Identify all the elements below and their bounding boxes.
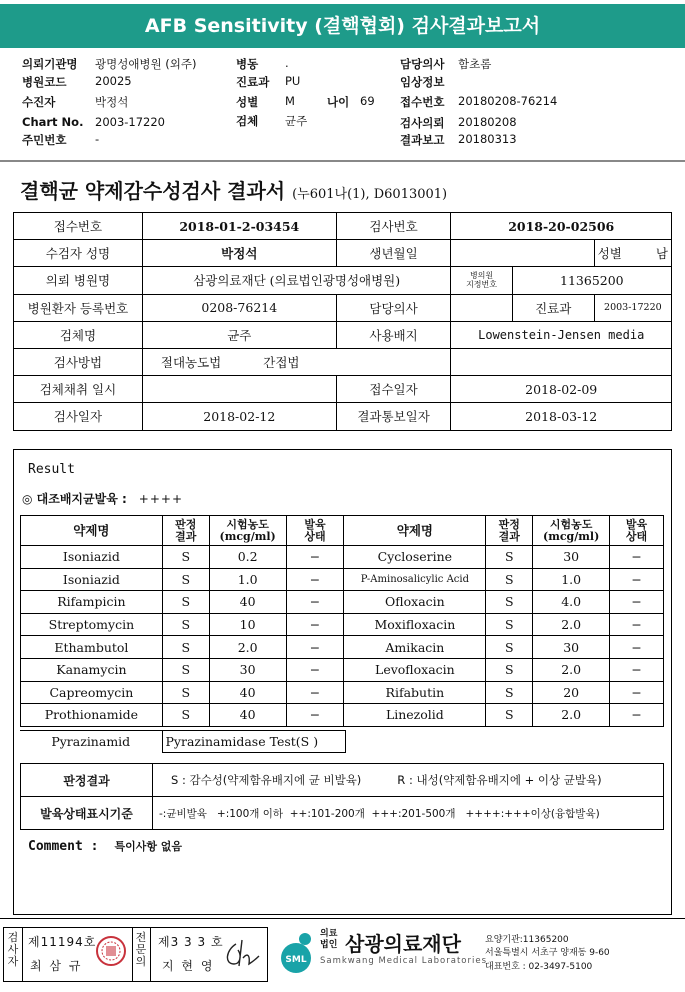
pyrazinamid-row xyxy=(20,731,345,753)
drug-conc: 10 xyxy=(209,613,286,636)
info-row xyxy=(14,294,672,321)
drug-row xyxy=(21,568,664,591)
specialist-label: 전문의 xyxy=(135,931,147,968)
col-judge xyxy=(162,516,209,546)
drug-conc: 30 xyxy=(533,636,610,659)
pyrazinamid-drug: Pyrazinamid xyxy=(20,731,162,753)
info-label: 접수일자 xyxy=(336,376,451,403)
drug-growth: − xyxy=(610,613,664,636)
info-row xyxy=(14,348,672,375)
drug-growth: − xyxy=(286,568,344,591)
institution-label: 의뢰기관명 xyxy=(22,57,78,71)
hospital-code-label: 병원코드 xyxy=(22,75,67,89)
signature-divider xyxy=(150,927,151,982)
org-code: 요양기관:11365200 xyxy=(485,935,569,945)
age-value: 69 xyxy=(360,94,375,108)
specimen-value: 균주 xyxy=(285,114,308,128)
drug-name: Streptomycin xyxy=(21,613,163,636)
drug-result: S xyxy=(162,681,209,704)
col-conc-2: (mcg/ml) xyxy=(219,529,276,543)
drug-name: Linezolid xyxy=(344,704,486,727)
col-judge-2: 결과 xyxy=(175,529,197,543)
drug-result: S xyxy=(162,704,209,727)
drug-conc: 2.0 xyxy=(533,658,610,681)
method-blank xyxy=(451,348,672,375)
info-row xyxy=(14,213,672,240)
info-row xyxy=(14,267,672,294)
method-absolute: 절대농도법 xyxy=(160,355,222,371)
org-name: 삼광의료재단 xyxy=(345,932,461,956)
notice-date: 2018-03-12 xyxy=(451,403,672,430)
drug-name: Isoniazid xyxy=(21,546,163,569)
info-doctor xyxy=(451,294,512,321)
info-row xyxy=(14,321,672,348)
col-judge-2: 결과 xyxy=(498,529,520,543)
col-conc-2: (mcg/ml) xyxy=(543,529,600,543)
hospital-code-value: 20025 xyxy=(95,74,132,88)
col-growth xyxy=(286,516,344,546)
pyrazinamid-table xyxy=(20,730,346,753)
org-type-1: 의료 xyxy=(320,929,338,939)
receipt-label: 접수번호 xyxy=(400,95,445,109)
drug-conc: 2.0 xyxy=(533,613,610,636)
drug-result: S xyxy=(162,546,209,569)
info-label: 수검자 성명 xyxy=(14,240,143,267)
info-label: 사용배지 xyxy=(336,321,451,348)
tester-name: 최 삼 규 xyxy=(30,959,83,973)
doctor-label: 담당의사 xyxy=(400,57,445,71)
drug-growth: − xyxy=(286,546,344,569)
drug-name: Isoniazid xyxy=(21,568,163,591)
dept-label: 진료과 xyxy=(236,75,270,89)
col-growth-2: 상태 xyxy=(625,529,648,543)
judge-legend-text xyxy=(153,764,664,797)
org-type-2: 법인 xyxy=(320,940,338,950)
org-name-en: Samkwang Medical Laboratories xyxy=(320,956,488,966)
drug-growth: − xyxy=(286,704,344,727)
legend-table xyxy=(20,763,664,830)
reg-no: 0208-76214 xyxy=(142,294,336,321)
info-label: 생년월일 xyxy=(336,240,451,267)
drug-name: Rifabutin xyxy=(344,681,486,704)
drug-conc: 40 xyxy=(209,681,286,704)
pyrazinamid-test: Pyrazinamidase Test(S ) xyxy=(162,731,345,753)
drug-result: S xyxy=(486,591,533,614)
drug-growth: − xyxy=(610,546,664,569)
col-drug: 약제명 xyxy=(21,516,163,546)
drug-row xyxy=(21,613,664,636)
drug-table-header xyxy=(21,516,664,546)
chart-label: Chart No. xyxy=(22,115,84,129)
drug-name: Prothionamide xyxy=(21,704,163,727)
info-row xyxy=(14,376,672,403)
info-label: 검사번호 xyxy=(336,213,451,240)
tester-label: 검사자 xyxy=(7,931,19,968)
test-date: 2018-02-12 xyxy=(142,403,336,430)
drug-name: Amikacin xyxy=(344,636,486,659)
recv-date: 2018-02-09 xyxy=(451,376,672,403)
specialist-name: 지 현 영 xyxy=(162,959,215,973)
receipt-value: 20180208-76214 xyxy=(458,94,558,108)
drug-result: S xyxy=(162,613,209,636)
col-judge-1: 판정 xyxy=(498,517,520,531)
request-value: 20180208 xyxy=(458,115,517,129)
info-label: 검사일자 xyxy=(14,403,143,430)
tester-no: 제11194호 xyxy=(28,935,97,949)
logo-text: SML xyxy=(285,955,307,965)
drug-conc: 20 xyxy=(533,681,610,704)
sml-logo-icon xyxy=(274,930,318,976)
col-judge xyxy=(486,516,533,546)
drug-growth: − xyxy=(610,658,664,681)
main-title xyxy=(20,175,447,204)
org-phone: 대표번호 : 02-3497-5100 xyxy=(485,962,593,972)
sex-cell xyxy=(594,240,671,267)
signature-divider xyxy=(132,927,133,982)
drug-row xyxy=(21,704,664,727)
drug-name: Kanamycin xyxy=(21,658,163,681)
drug-name: Levofloxacin xyxy=(344,658,486,681)
ward-value: . xyxy=(285,56,289,70)
age-label: 나이 xyxy=(327,95,350,109)
report-header xyxy=(0,52,685,152)
clinical-label: 임상정보 xyxy=(400,75,445,89)
info-dept: 2003-17220 xyxy=(594,294,671,321)
patient-info-table xyxy=(13,212,672,431)
drug-growth: − xyxy=(286,658,344,681)
col-growth-2: 상태 xyxy=(304,529,326,543)
signature-icon xyxy=(222,936,262,970)
col-drug: 약제명 xyxy=(344,516,486,546)
drug-growth: − xyxy=(610,568,664,591)
info-label: 의뢰 병원명 xyxy=(14,267,143,294)
drug-row xyxy=(21,658,664,681)
hospital-name: 삼광의료재단 (의료법인광명성애병원) xyxy=(142,267,451,294)
drug-result: S xyxy=(486,681,533,704)
drug-table xyxy=(20,515,664,727)
method-indirect: 간접법 xyxy=(263,355,300,371)
info-label: 검사방법 xyxy=(14,348,143,375)
medium: Lowenstein-Jensen media xyxy=(451,321,672,348)
specialist-no: 제3 3 3 호 xyxy=(158,935,224,949)
drug-conc: 30 xyxy=(533,546,610,569)
drug-growth: − xyxy=(610,704,664,727)
info-sex: 남 xyxy=(655,246,668,262)
info-specimen: 균주 xyxy=(142,321,336,348)
result-box xyxy=(13,449,672,915)
drug-growth: − xyxy=(286,636,344,659)
drug-name: P-Aminosalicylic Acid xyxy=(344,568,486,591)
judge-legend-r: R : 내성(약제함유배지에 + 이상 균발육) xyxy=(397,773,602,787)
drug-row xyxy=(21,591,664,614)
comment xyxy=(28,838,182,854)
drug-result: S xyxy=(162,636,209,659)
drug-name: Rifampicin xyxy=(21,591,163,614)
legend-row xyxy=(21,797,664,830)
drug-result: S xyxy=(162,591,209,614)
drug-result: S xyxy=(486,704,533,727)
info-label: 담당의사 xyxy=(336,294,451,321)
info-label: 접수번호 xyxy=(14,213,143,240)
col-judge-1: 판정 xyxy=(175,517,197,531)
patient-label: 수진자 xyxy=(22,95,56,109)
main-title-text: 결핵균 약제감수성검사 결과서 xyxy=(20,179,286,203)
drug-conc: 30 xyxy=(209,658,286,681)
col-conc-1: 시험농도 xyxy=(226,517,269,531)
drug-growth: − xyxy=(286,613,344,636)
drug-conc: 0.2 xyxy=(209,546,286,569)
drug-growth: − xyxy=(610,681,664,704)
sex-value: M xyxy=(285,94,295,108)
drug-conc: 1.0 xyxy=(533,568,610,591)
drug-growth: − xyxy=(286,681,344,704)
institution-value: 광명성애병원 (외주) xyxy=(95,57,197,71)
drug-conc: 40 xyxy=(209,591,286,614)
specimen-label: 검체 xyxy=(236,114,259,128)
official-seal-icon xyxy=(95,935,127,967)
footer-divider xyxy=(0,918,685,919)
drug-conc: 40 xyxy=(209,704,286,727)
col-conc xyxy=(209,516,286,546)
judge-legend-s: S : 감수성(약제함유배지에 균 비발육) xyxy=(171,773,362,787)
patient-value: 박정석 xyxy=(95,95,129,109)
comment-text: 특이사항 없음 xyxy=(114,840,183,853)
col-growth-1: 발육 xyxy=(304,517,326,531)
drug-name: Moxifloxacin xyxy=(344,613,486,636)
info-row xyxy=(14,240,672,267)
drug-result: S xyxy=(162,658,209,681)
result-label: Result xyxy=(28,462,75,477)
drug-result: S xyxy=(486,613,533,636)
drug-name: Ethambutol xyxy=(21,636,163,659)
hosp-no: 11365200 xyxy=(512,267,671,294)
drug-growth: − xyxy=(610,636,664,659)
drug-result: S xyxy=(486,636,533,659)
signature-divider xyxy=(22,927,23,982)
ward-label: 병동 xyxy=(236,57,259,71)
drug-name: Cycloserine xyxy=(344,546,486,569)
info-label: 병원환자 등록번호 xyxy=(14,294,143,321)
info-row xyxy=(14,403,672,430)
method-cell xyxy=(142,348,451,375)
report-value: 20180313 xyxy=(458,132,517,146)
control-growth-value: ++++ xyxy=(138,492,183,506)
dept-value: PU xyxy=(285,74,301,88)
report-banner-title: AFB Sensitivity (결핵협회) 검사결과보고서 xyxy=(0,4,685,48)
patient-name: 박정석 xyxy=(142,240,336,267)
control-growth-label: ◎ 대조배지균발육 : xyxy=(22,492,127,506)
col-conc-1: 시험농도 xyxy=(549,517,593,531)
info-label: 검체채취 일시 xyxy=(14,376,143,403)
drug-result: S xyxy=(486,546,533,569)
hosp-no-label-2: 지정번호 xyxy=(466,280,497,290)
drug-result: S xyxy=(162,568,209,591)
drug-result: S xyxy=(486,658,533,681)
report-label: 결과보고 xyxy=(400,133,445,147)
header-divider xyxy=(0,160,685,162)
drug-conc: 4.0 xyxy=(533,591,610,614)
drug-row xyxy=(21,681,664,704)
growth-legend-label: 발육상태표시기준 xyxy=(21,797,153,830)
comment-label: Comment : xyxy=(28,839,99,854)
drug-row xyxy=(21,546,664,569)
control-growth xyxy=(22,490,183,507)
resident-label: 주민번호 xyxy=(22,133,67,147)
report-footer xyxy=(0,922,685,986)
drug-row xyxy=(21,636,664,659)
org-type xyxy=(320,929,337,951)
col-growth xyxy=(610,516,664,546)
drug-growth: − xyxy=(286,591,344,614)
info-label: 진료과 xyxy=(512,294,594,321)
collect-date xyxy=(142,376,336,403)
request-label: 검사의뢰 xyxy=(400,116,445,130)
dob xyxy=(451,240,594,267)
drug-conc: 2.0 xyxy=(209,636,286,659)
growth-legend-text: -:균비발육 +:100개 이하 ++:101-200개 +++:201-500개 ++++:+++이상(융합발육) xyxy=(153,797,664,830)
info-label: 결과통보일자 xyxy=(336,403,451,430)
test-no: 2018-20-02506 xyxy=(451,213,672,240)
drug-conc: 1.0 xyxy=(209,568,286,591)
main-title-code: (누601나(1), D6013001) xyxy=(292,187,448,202)
drug-conc: 2.0 xyxy=(533,704,610,727)
drug-result: S xyxy=(486,568,533,591)
drug-name: Ofloxacin xyxy=(344,591,486,614)
legend-row xyxy=(21,764,664,797)
col-growth-1: 발육 xyxy=(625,517,648,531)
chart-value: 2003-17220 xyxy=(95,115,165,129)
judge-legend-label: 판정결과 xyxy=(21,764,153,797)
col-conc xyxy=(533,516,610,546)
doctor-value: 함초롬 xyxy=(458,57,492,71)
hosp-no-label xyxy=(451,267,512,294)
sex-label: 성별 xyxy=(236,95,259,109)
receipt-no: 2018-01-2-03454 xyxy=(142,213,336,240)
org-address: 서울특별시 서초구 양재동 9-60 xyxy=(485,948,610,958)
info-label: 검체명 xyxy=(14,321,143,348)
resident-value: - xyxy=(95,132,100,146)
info-label: 성별 xyxy=(597,246,622,262)
drug-growth: − xyxy=(610,591,664,614)
hosp-no-label-1: 병의원 xyxy=(469,271,494,281)
drug-name: Capreomycin xyxy=(21,681,163,704)
